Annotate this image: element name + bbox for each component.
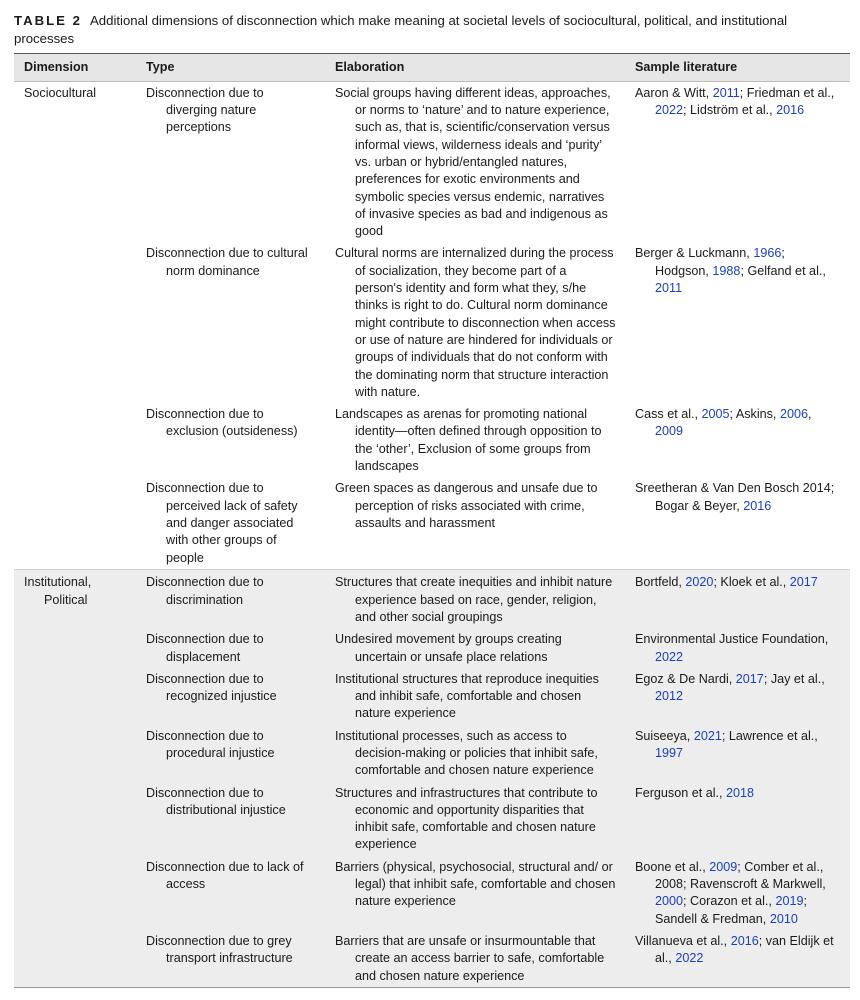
dimension-cell (14, 478, 136, 570)
citation-year-link[interactable]: 2017 (735, 671, 764, 686)
citation-year-link[interactable]: 2010 (769, 911, 798, 926)
literature-cell (625, 930, 850, 987)
dimension-cell (14, 668, 136, 725)
type-cell (136, 404, 325, 478)
type-cell (136, 668, 325, 725)
citation-year-link[interactable]: 2000 (655, 894, 684, 909)
elaboration-text: Barriers (physical, psychosocial, structural and/ or legal) that inhibit safe, comfortable and chosen nature experience (335, 859, 616, 909)
table-row (14, 782, 850, 856)
citation-year-link[interactable]: 2016 (743, 498, 772, 513)
dimension-cell (14, 782, 136, 856)
elaboration-cell (325, 668, 625, 725)
type-cell (136, 82, 325, 243)
dimension-cell (14, 856, 136, 930)
literature-cell (625, 570, 850, 629)
elaboration-text: Structures and infrastructures that contribute to economic and opportunity disparities that inhibit safe, comfortable and chosen nature experience (335, 785, 598, 852)
citation-text: ; Kloek et al., (713, 575, 790, 590)
type-cell (136, 930, 325, 987)
literature-text (635, 85, 842, 120)
dimension-cell (14, 930, 136, 987)
citation-year-link[interactable]: 2018 (726, 785, 755, 800)
citation-text: ; Lidström et al., (683, 103, 777, 118)
literature-cell (625, 725, 850, 782)
table-row (14, 668, 850, 725)
type-cell (136, 782, 325, 856)
citation-text: ; Sandell & Fredman, (655, 894, 807, 926)
table-row (14, 478, 850, 570)
type-text: Disconnection due to perceived lack of safety and danger associated with other groups of people (146, 481, 298, 565)
type-text: Disconnection due to exclusion (outsideness) (146, 407, 298, 439)
citation-year-link[interactable]: 2016 (776, 103, 805, 118)
literature-text (635, 245, 842, 297)
literature-cell (625, 478, 850, 570)
citation-year-link[interactable]: 2019 (775, 894, 804, 909)
elaboration-cell (325, 930, 625, 987)
citation-text: ; Friedman et al., (739, 85, 835, 100)
header-type: Type (146, 60, 175, 74)
disconnection-table (14, 53, 850, 987)
header-dimension: Dimension (24, 60, 89, 74)
citation-year-link[interactable]: 2022 (655, 103, 684, 118)
dimension-cell (14, 629, 136, 669)
citation-text: Villanueva et al., (635, 933, 731, 948)
type-cell (136, 243, 325, 404)
literature-cell (625, 404, 850, 478)
dimension-cell (14, 570, 136, 629)
type-cell (136, 725, 325, 782)
type-text: Disconnection due to grey transport infrastructure (146, 933, 293, 966)
type-cell (136, 629, 325, 669)
elaboration-cell (325, 629, 625, 669)
literature-cell (625, 856, 850, 930)
elaboration-text: Green spaces as dangerous and unsafe due to perception of risks associated with crime, assaults and harassment (335, 481, 598, 530)
citation-text: ; Corazon et al., (683, 894, 776, 909)
literature-text (635, 574, 842, 591)
citation-year-link[interactable]: 2022 (655, 649, 684, 664)
elaboration-cell (325, 82, 625, 243)
citation-year-link[interactable]: 2012 (655, 689, 684, 704)
citation-text: Berger & Luckmann, (635, 246, 754, 261)
bottom-rule (14, 987, 850, 988)
dimension-cell (14, 243, 136, 404)
type-text: Disconnection due to procedural injustice (146, 728, 275, 760)
citation-text: Aaron & Witt, (635, 85, 713, 100)
literature-cell (625, 668, 850, 725)
type-cell (136, 570, 325, 629)
dimension-text: Institutional, Political (24, 575, 92, 607)
citation-year-link[interactable]: 2011 (712, 85, 740, 100)
citation-year-link[interactable]: 1966 (753, 246, 782, 261)
table-row (14, 856, 850, 930)
header-literature: Sample literature (635, 60, 738, 74)
table-row (14, 243, 850, 404)
dimension-cell (14, 725, 136, 782)
literature-text (635, 671, 842, 706)
elaboration-text: Cultural norms are internalized during the process of socialization, they become part of a person's identity and form what they, s/he thinks is right to do. Cultural norm dominance might contribute to disconnection when access or use of nature are hindered for individuals or groups of individuals that do not conform with the dominating norm that structure interaction with nature. (335, 246, 616, 399)
citation-text: Ferguson et al., (635, 785, 727, 800)
citation-text: Egoz & De Nardi, (635, 671, 736, 686)
dimension-cell (14, 82, 136, 243)
header-elaboration: Elaboration (335, 60, 405, 74)
type-text: Disconnection due to distributional injustice (146, 785, 286, 817)
citation-year-link[interactable]: 2016 (730, 933, 759, 948)
citation-text: Cass et al., (635, 407, 702, 422)
citation-text: ; Gelfand et al., (740, 263, 826, 278)
citation-year-link[interactable]: 2020 (685, 575, 714, 590)
table-body (14, 82, 850, 988)
citation-year-link[interactable]: 2021 (693, 728, 722, 743)
elaboration-cell (325, 404, 625, 478)
citation-text: Suiseeya, (635, 728, 694, 743)
type-text: Disconnection due to diverging nature perceptions (146, 85, 264, 135)
citation-text: , (807, 407, 812, 422)
table-row (14, 629, 850, 669)
citation-year-link[interactable]: 2005 (701, 407, 730, 422)
caption-text: Additional dimensions of disconnection which make meaning at societal levels of sociocultural, political, and institutional processes (14, 13, 788, 46)
elaboration-text: Undesired movement by groups creating uncertain or unsafe place relations (335, 632, 562, 664)
citation-year-link[interactable]: 1997 (655, 745, 684, 760)
type-text: Disconnection due to recognized injustice (146, 671, 277, 704)
elaboration-cell (325, 782, 625, 856)
literature-text (635, 406, 842, 441)
elaboration-text: Institutional processes, such as access to decision-making or policies that inhibit safe, comfortable and chosen nature experience (335, 728, 598, 778)
elaboration-text: Institutional structures that reproduce inequities and inhibit safe, comfortable and chosen nature experience (335, 671, 599, 721)
elaboration-text: Landscapes as arenas for promoting national identity—often defined through opposition to the ‘other’, Exclusion of some groups from landscapes (335, 407, 602, 474)
elaboration-cell (325, 856, 625, 930)
citation-text: ; Hodgson, (655, 246, 785, 278)
header-row (14, 54, 850, 82)
literature-text (635, 859, 842, 928)
table-row (14, 725, 850, 782)
type-text: Disconnection due to displacement (146, 632, 264, 664)
literature-text (635, 728, 842, 763)
citation-text: Boone et al., (635, 859, 710, 874)
citation-text: Environmental Justice Foundation, (635, 632, 829, 647)
table-row (14, 570, 850, 629)
literature-text (635, 933, 842, 968)
table-caption (14, 12, 834, 47)
literature-cell (625, 243, 850, 404)
dimension-text: Sociocultural (24, 85, 97, 100)
citation-text: Sreetheran & Van Den Bosch 2014; Bogar & Beyer, (635, 481, 835, 513)
table-label: TABLE 2 (14, 13, 82, 28)
citation-year-link[interactable]: 2009 (709, 859, 738, 874)
literature-cell (625, 629, 850, 669)
literature-text (635, 480, 842, 515)
elaboration-cell (325, 243, 625, 404)
citation-text: ; Comber et al., 2008; Ravenscroft & Markwell, (655, 859, 826, 892)
elaboration-cell (325, 478, 625, 570)
citation-year-link[interactable]: 2006 (779, 407, 808, 422)
citation-text: ; Askins, (729, 407, 780, 422)
type-text: Disconnection due to lack of access (146, 859, 304, 892)
table-row (14, 404, 850, 478)
citation-year-link[interactable]: 1988 (712, 263, 741, 278)
citation-year-link[interactable]: 2017 (789, 575, 818, 590)
literature-cell (625, 782, 850, 856)
type-text: Disconnection due to cultural norm dominance (146, 246, 308, 278)
type-cell (136, 856, 325, 930)
citation-text: Bortfeld, (635, 575, 686, 590)
literature-text (635, 631, 842, 666)
elaboration-text: Structures that create inequities and inhibit nature experience based on race, gender, religion, and other social groupings (335, 575, 613, 624)
elaboration-cell (325, 725, 625, 782)
elaboration-cell (325, 570, 625, 629)
type-text: Disconnection due to discrimination (146, 575, 264, 607)
citation-year-link[interactable]: 2011 (655, 281, 683, 296)
citation-text: ; van Eldijk et al., (655, 933, 834, 966)
citation-text: ; Lawrence et al., (721, 728, 818, 743)
citation-year-link[interactable]: 2009 (655, 424, 684, 439)
citation-text: ; Jay et al., (763, 671, 825, 686)
table-row (14, 930, 850, 987)
literature-cell (625, 82, 850, 243)
elaboration-text: Social groups having different ideas, approaches, or norms to ‘nature’ and to nature experience, such as, that is, scientific/conservation versus informal views, wilderness ideals and ‘purity’ vs. urban or hybrid/entangled natures, preferences for exotic environments and symbolic species versus endemic, narratives of invasive species as bad and indigenous as good (335, 85, 611, 239)
citation-year-link[interactable]: 2022 (675, 951, 704, 966)
elaboration-text: Barriers that are unsafe or insurmountable that create an access barrier to safe, comfortable and chosen nature experience (335, 933, 605, 983)
dimension-cell (14, 404, 136, 478)
literature-text (635, 785, 842, 802)
type-cell (136, 478, 325, 570)
table-row (14, 82, 850, 243)
